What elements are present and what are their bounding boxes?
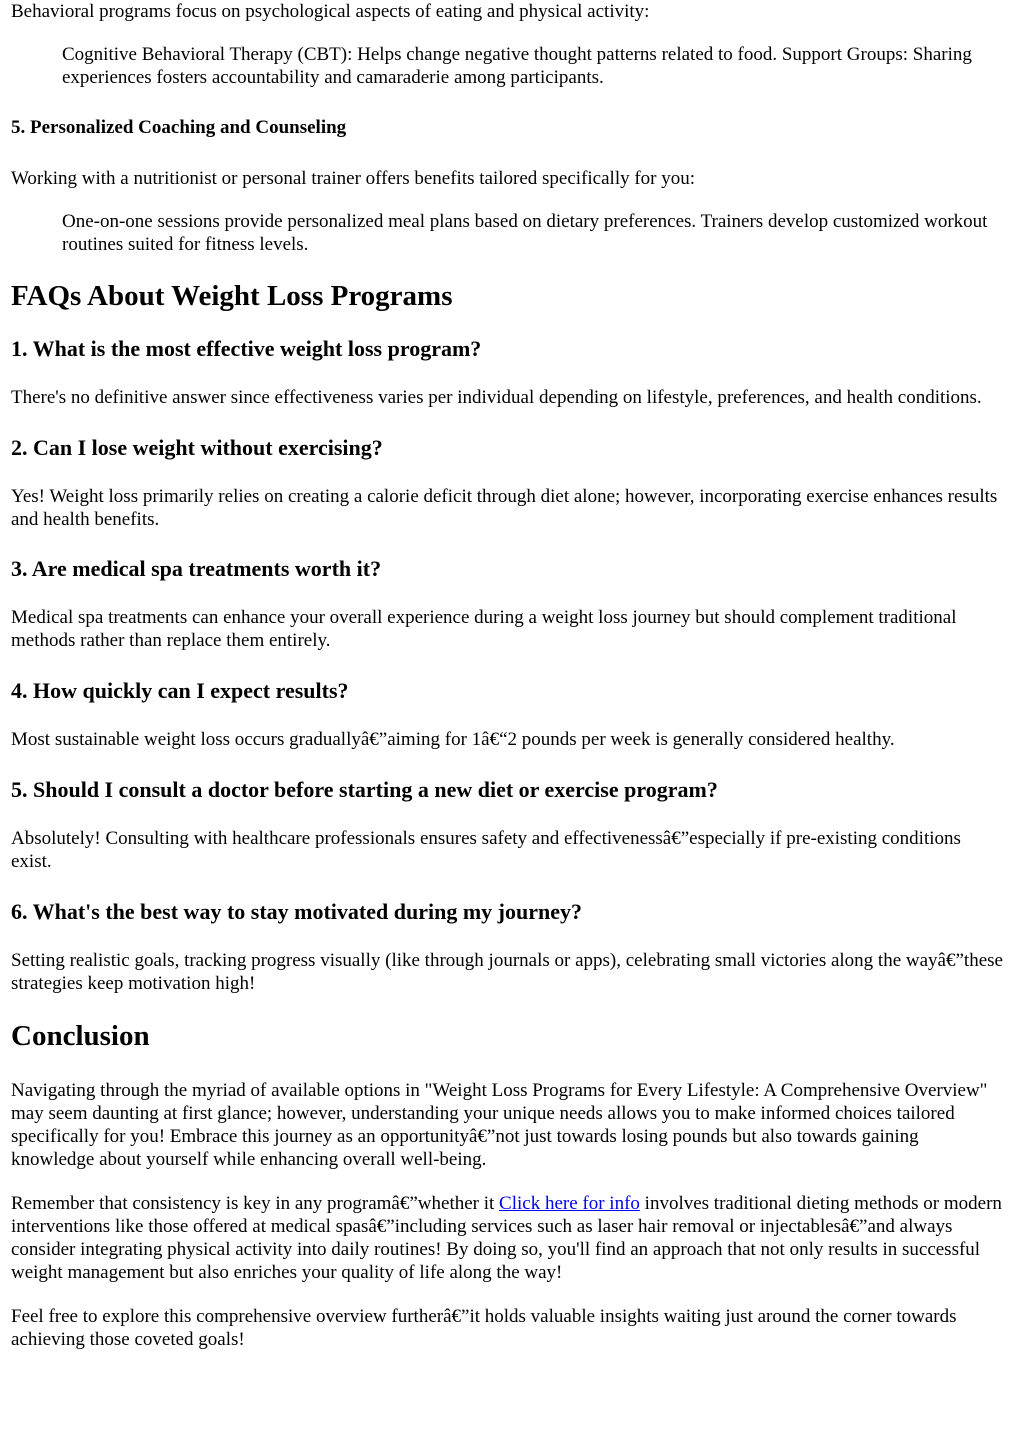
faqs-heading: FAQs About Weight Loss Programs (11, 280, 453, 312)
faq-question-1: 1. What is the most effective weight loss program? (11, 336, 482, 361)
faq-question-4: 4. How quickly can I expect results? (11, 678, 349, 703)
faq-question-2: 2. Can I lose weight without exercising? (11, 435, 383, 460)
coaching-intro: Working with a nutritionist or personal trainer offers benefits tailored specifically for you: (11, 168, 696, 189)
behavioral-quote: Cognitive Behavioral Therapy (CBT): Helps change negative thought patterns related to food. Support Groups: Sharing experiences fosters accountability and camaraderie among participants. (62, 44, 972, 88)
faq-answer-4: Most sustainable weight loss occurs graduallyâ€”aiming for 1â€“2 pounds per week is generally considered healthy. (11, 729, 895, 750)
faq-question-5: 5. Should I consult a doctor before starting a new diet or exercise program? (11, 777, 718, 802)
coaching-heading: 5. Personalized Coaching and Counseling (11, 117, 347, 138)
faq-question-3: 3. Are medical spa treatments worth it? (11, 556, 382, 581)
conclusion-heading: Conclusion (11, 1020, 150, 1052)
behavioral-intro: Behavioral programs focus on psychological aspects of eating and physical activity: (11, 1, 650, 22)
faq-answer-5: Absolutely! Consulting with healthcare professionals ensures safety and effectivenessâ€”especially if pre-existing conditions exist. (11, 828, 961, 872)
conclusion-paragraph-3: Feel free to explore this comprehensive overview furtherâ€”it holds valuable insights waiting just around the corner towards achieving those coveted goals! (11, 1306, 957, 1350)
conclusion-paragraph-2-start: Remember that consistency is key in any programâ€”whether it (11, 1193, 500, 1214)
conclusion-paragraph-1: Navigating through the myriad of available options in "Weight Loss Programs for Every Lifestyle: A Comprehensive Overview" may seem daunting at first glance; however, understanding your unique needs allows you to make informed choices tailored specifically for you! Embrace this journey as an opportunityâ€”not just towards losing pounds but also towards gaining knowledge about yourself while enhancing overall well-being. (11, 1080, 988, 1170)
faq-answer-1: There's no definitive answer since effectiveness varies per individual depending on lifestyle, preferences, and health conditions. (11, 387, 982, 408)
faq-answer-6: Setting realistic goals, tracking progress visually (like through journals or apps), celebrating small victories along the wayâ€”these strategies keep motivation high! (11, 950, 1003, 994)
faq-answer-3: Medical spa treatments can enhance your overall experience during a weight loss journey but should complement traditional methods rather than replace them entirely. (11, 607, 957, 651)
conclusion-paragraph-2 (11, 1192, 1006, 1284)
coaching-quote: One-on-one sessions provide personalized meal plans based on dietary preferences. Trainers develop customized workout routines suited for fitness levels. (62, 211, 988, 255)
info-link[interactable]: Click here for info (499, 1193, 640, 1214)
faq-answer-2: Yes! Weight loss primarily relies on creating a calorie deficit through diet alone; however, incorporating exercise enhances results and health benefits. (11, 486, 998, 530)
faq-question-6: 6. What's the best way to stay motivated during my journey? (11, 899, 582, 924)
conclusion-paragraph-2-end: involves traditional dieting methods or modern interventions like those offered at medical spasâ€”including services such as laser hair removal or injectablesâ€”and always consider integrating physical activity into daily routines! By doing so, you'll find an approach that not only results in successful weight management but also enriches your quality of life along the way! (11, 1193, 1002, 1283)
